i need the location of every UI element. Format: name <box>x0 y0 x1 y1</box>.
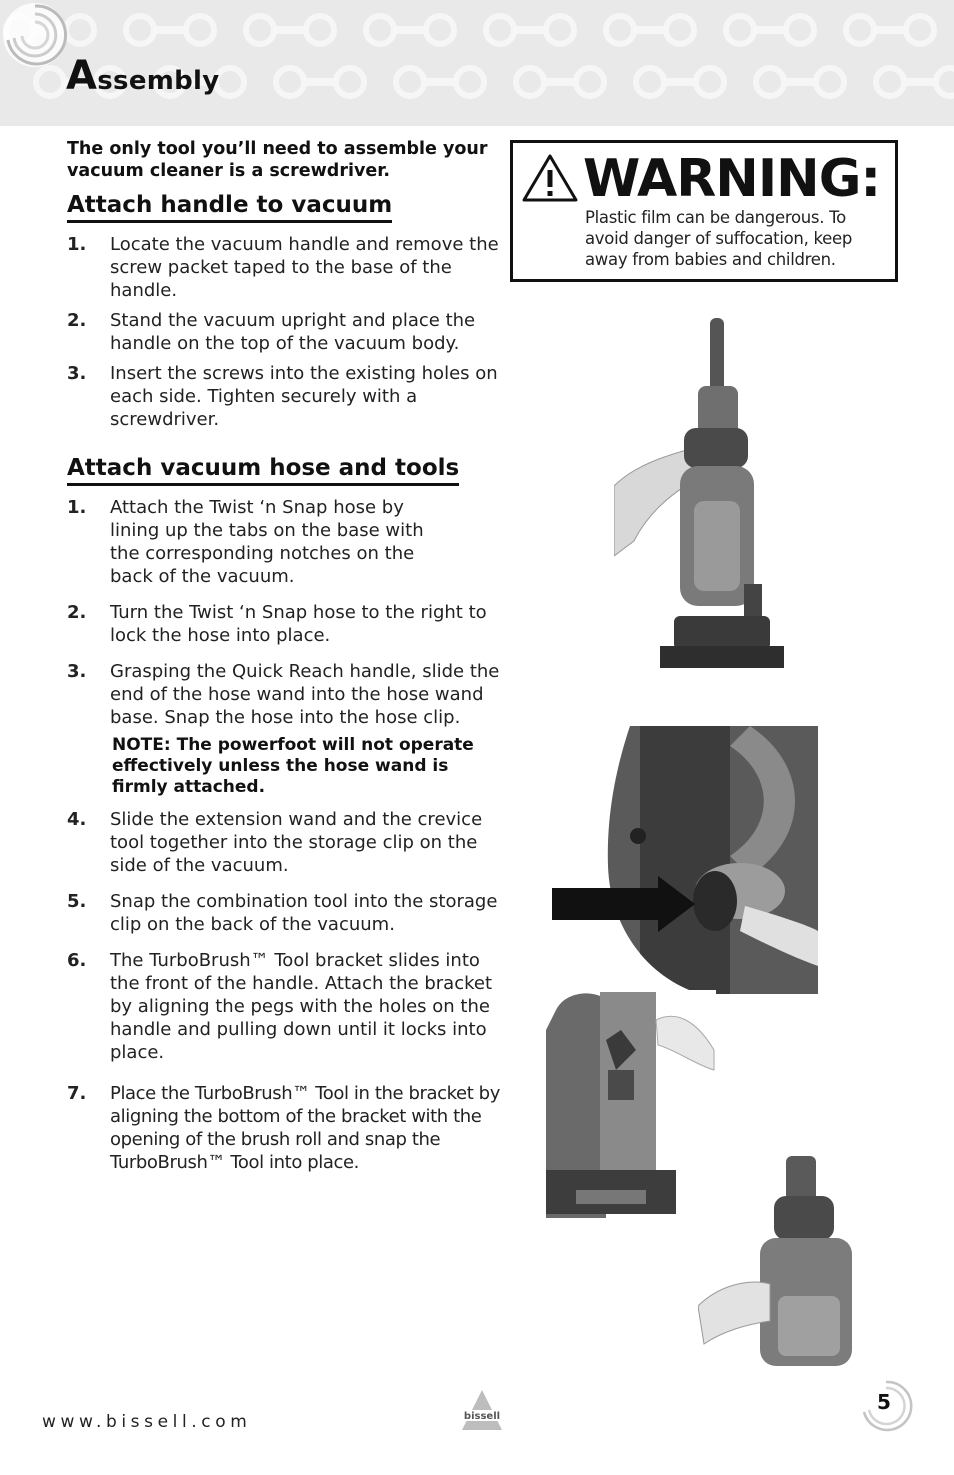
header-band <box>0 0 954 126</box>
section-heading-hose: Attach vacuum hose and tools <box>67 453 459 486</box>
title-initial: A <box>66 53 98 99</box>
note-item <box>67 735 507 798</box>
step-number: 3. <box>67 661 87 682</box>
storage-clip-photo <box>546 990 716 1218</box>
step-text: Turn the Twist ‘n Snap hose to the right to lock the hose into place. <box>110 602 487 646</box>
list-item <box>67 949 507 1064</box>
turbobrush-photo <box>698 1156 856 1366</box>
vacuum-upright-photo <box>614 316 794 668</box>
website-url: www.bissell.com <box>42 1412 252 1432</box>
list-item <box>67 660 507 729</box>
step-text: The TurboBrush™ Tool bracket slides into the front of the handle. Attach the bracket by aligning the pegs with the holes on the handle and pulling down until it locks into place. <box>110 950 493 1063</box>
list-item <box>67 1082 507 1174</box>
list-item <box>67 309 507 355</box>
warning-box <box>510 140 898 282</box>
step-number: 7. <box>67 1083 87 1104</box>
list-item <box>67 601 507 647</box>
note-text: NOTE: The powerfoot will not operate effectively unless the hose wand is firmly attached. <box>112 735 474 797</box>
page-number-badge <box>858 1378 914 1434</box>
storage-clip-image <box>546 990 716 1218</box>
step-number: 1. <box>67 497 87 518</box>
list-item <box>67 233 507 302</box>
step-number: 2. <box>67 602 87 623</box>
step-number: 4. <box>67 809 87 830</box>
step-text: Attach the Twist ‘n Snap hose by lining up the tabs on the base with the corresponding notches on the back of the vacuum. <box>110 497 424 587</box>
list-item <box>67 496 507 588</box>
warning-title: WARNING: <box>583 149 881 209</box>
step-text: Place the TurboBrush™ Tool in the bracket by aligning the bottom of the bracket with the opening of the brush roll and snap the TurboBrush™ Tool into place. <box>110 1083 500 1173</box>
list-item <box>67 890 507 936</box>
instructions-column <box>67 138 507 1174</box>
handle-steps <box>67 233 507 431</box>
logo-text: bissell <box>463 1411 501 1422</box>
step-text: Stand the vacuum upright and place the handle on the top of the vacuum body. <box>110 310 476 354</box>
hose-attach-photo <box>550 726 818 994</box>
hose-attach-image <box>550 726 818 994</box>
step-text: Insert the screws into the existing holes on each side. Tighten securely with a screwdriver. <box>110 363 498 430</box>
step-text: Snap the combination tool into the storage clip on the back of the vacuum. <box>110 891 498 935</box>
step-text: Grasping the Quick Reach handle, slide the end of the hose wand into the hose wand base. Snap the hose into the hose clip. <box>110 661 500 728</box>
bissell-logo-icon <box>450 1388 514 1434</box>
step-number: 1. <box>67 234 87 255</box>
step-number: 3. <box>67 363 87 384</box>
page-number: 5 <box>877 1390 891 1414</box>
step-text: Locate the vacuum handle and remove the screw packet taped to the base of the handle. <box>110 234 499 301</box>
intro-text: The only tool you’ll need to assemble your vacuum cleaner is a screwdriver. <box>67 139 488 181</box>
vacuum-upright-image <box>614 316 794 668</box>
swirl-icon <box>0 0 70 70</box>
step-number: 5. <box>67 891 87 912</box>
list-item <box>67 362 507 431</box>
hose-steps <box>67 496 507 1174</box>
step-number: 6. <box>67 950 87 971</box>
title-rest: ssembly <box>97 66 220 96</box>
warning-triangle-icon <box>521 153 579 203</box>
section-heading-handle: Attach handle to vacuum <box>67 190 392 223</box>
turbobrush-image <box>698 1156 856 1366</box>
list-item <box>67 808 507 877</box>
step-number: 2. <box>67 310 87 331</box>
step-text: Slide the extension wand and the crevice tool together into the storage clip on the side of the vacuum. <box>110 809 483 876</box>
page-title <box>66 53 220 99</box>
warning-text: Plastic film can be dangerous. To avoid danger of suffocation, keep away from babies and children. <box>585 208 853 269</box>
